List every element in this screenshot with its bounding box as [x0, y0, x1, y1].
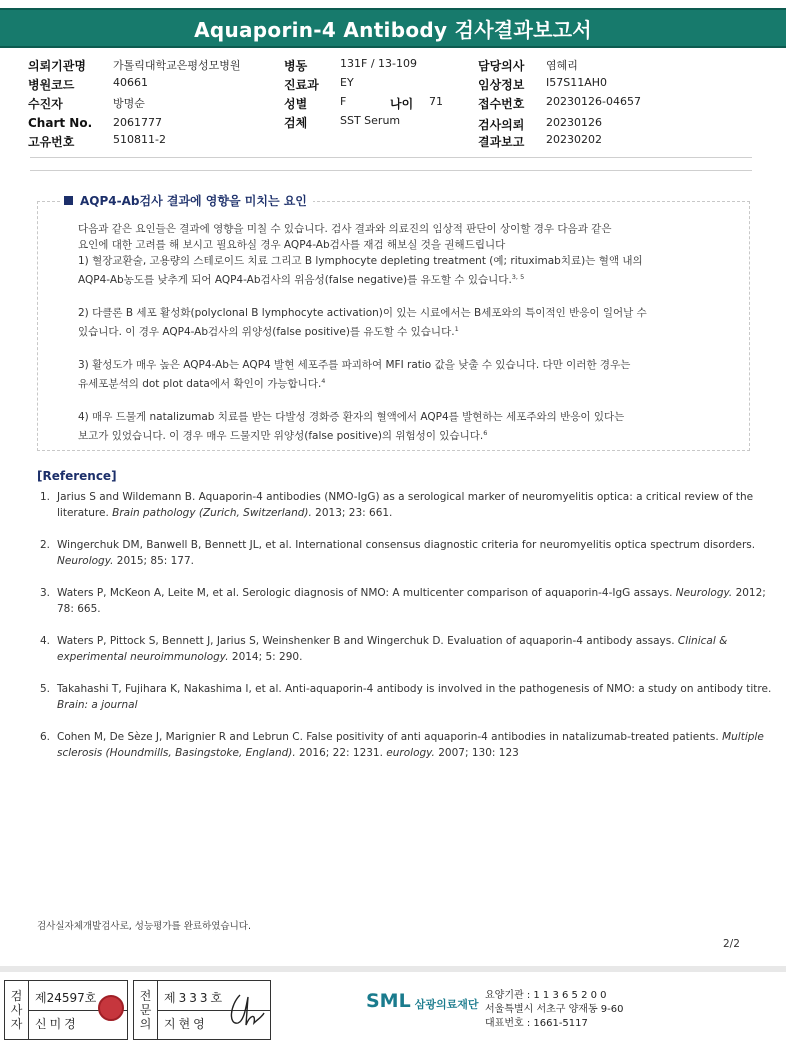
tester-name: 신미경	[35, 1017, 79, 1031]
footer-separator	[0, 966, 786, 972]
reference-item: 2. Wingerchuk DM, Banwell B, Bennett JL, et al. International consensus diagnostic criteria for neuromyelitis optica spectrum disorders. Neurology. 2015; 85: 177.	[40, 539, 756, 567]
divider	[30, 157, 752, 158]
references-list	[40, 489, 775, 777]
report-title-banner	[0, 8, 786, 48]
sex-label: 성별	[284, 97, 308, 111]
specimen-value: SST Serum	[340, 114, 401, 127]
factor-4-line: 보고가 있었습니다. 이 경우 매우 드물지만 위양성(false positive)의 위험성이 있습니다.$^6$	[78, 429, 488, 442]
specialist-label-char: 문	[139, 1003, 152, 1017]
red-seal-icon	[98, 995, 124, 1021]
chart-no-value: 2061777	[113, 116, 162, 129]
patient-value: 방명순	[113, 97, 145, 110]
dept-label: 진료과	[284, 78, 319, 92]
sml-logo-text: SML	[366, 990, 411, 1012]
signature-icon	[224, 985, 268, 1035]
reference-item: 4. Waters P, Pittock S, Bennett J, Jarius S, Weinshenker B and Wingerchuk D. Evaluation of aquaporin-4 antibody assays. Clinical & experimental neuroimmunology. 2014; 5: 290.	[40, 635, 728, 663]
report-date-label: 결과보고	[478, 135, 525, 149]
specialist-stamp-label	[134, 981, 158, 1039]
factor-3-line: 유세포분석의 dot plot data에서 확인이 가능합니다.$^4$	[78, 377, 326, 390]
chart-no-label: Chart No.	[28, 116, 93, 130]
validation-note: 검사실자체개발검사로, 성능평가를 완료하였습니다.	[37, 921, 251, 932]
request-date-value: 20230126	[546, 116, 602, 129]
citation-superscript: 4	[321, 377, 326, 385]
age-value: 71	[429, 95, 443, 108]
factor-2-line: 있습니다. 이 경우 AQP4-Ab검사의 위양성(false positive)를 유도할 수 있습니다.$^1$	[78, 325, 459, 338]
clinical-info-value: I57S11AH0	[546, 76, 608, 89]
reference-item: 3. Waters P, McKeon A, Leite M, et al. Serologic diagnosis of NMO: A multicenter comparison of aquaporin-4-IgG assays. Neurology. 2012; 78: 665.	[40, 587, 766, 615]
organization-address: 서울특별시 서초구 양재동 9-60	[485, 1004, 624, 1015]
receipt-no-label: 접수번호	[478, 97, 525, 111]
receipt-no-value: 20230126-04657	[546, 95, 641, 108]
tester-stamp-label	[5, 981, 29, 1039]
factors-intro-line: 다음과 같은 요인들은 결과에 영향을 미칠 수 있습니다. 검사 결과와 의료진의 임상적 판단이 상이할 경우 다음과 같은	[78, 223, 612, 235]
institution-value: 가톨릭대학교은평성모병원	[113, 59, 241, 72]
specialist-license-no: 제333호	[164, 991, 226, 1005]
unique-no-label: 고유번호	[28, 135, 75, 149]
reference-item: 6. Cohen M, De Sèze J, Marignier R and Lebrun C. False positivity of anti aquaporin-4 antibodies in natalizumab-treated patients. Multiple sclerosis (Houndmills, Basingstoke, England). 2016; 22: 1231. eurology. 2007; 130: 123	[40, 731, 764, 759]
report-date-value: 20230202	[546, 133, 602, 146]
clinical-info-label: 임상정보	[478, 78, 525, 92]
tester-label-char: 자	[10, 1017, 23, 1031]
specimen-label: 검체	[284, 116, 308, 130]
specialist-label-char: 전	[139, 989, 152, 1003]
doctor-value: 염혜리	[546, 59, 578, 72]
organization-phone: 대표번호 : 1661-5117	[485, 1018, 588, 1029]
page-number: 2/2	[723, 938, 740, 950]
care-institution-code: 요양기관 : 1 1 3 6 5 2 0 0	[485, 990, 607, 1001]
factors-intro-line: 요인에 대한 고려를 해 보시고 필요하실 경우 AQP4-Ab검사를 재검 해보실 것을 권해드립니다	[78, 239, 506, 251]
ward-label: 병동	[284, 59, 308, 73]
specialist-label-char: 의	[139, 1017, 152, 1031]
citation-superscript: 3, 5	[511, 273, 525, 281]
factor-3-line: 3) 활성도가 매우 높은 AQP4-Ab는 AQP4 발현 세포주를 파괴하여 MFI ratio 값을 낮출 수 있습니다. 다만 이러한 경우는	[78, 359, 631, 371]
hospital-code-label: 병원코드	[28, 78, 75, 92]
age-label: 나이	[390, 97, 414, 111]
citation-superscript: 1	[454, 325, 459, 333]
factors-heading-text: AQP4-Ab검사 결과에 영향을 미치는 요인	[80, 194, 307, 208]
citation-superscript: 6	[483, 429, 488, 437]
reference-item: 5. Takahashi T, Fujihara K, Nakashima I, et al. Anti-aquaporin-4 antibody is involved in the pathogenesis of NMO: a study on antibody titre. Brain: a journal	[40, 683, 772, 711]
ward-value: 131F / 13-109	[340, 57, 417, 70]
tester-label-char: 사	[10, 1003, 23, 1017]
references-heading: [Reference]	[37, 469, 117, 483]
organization-info	[485, 989, 624, 1031]
institution-label: 의뢰기관명	[28, 59, 86, 73]
hospital-code-value: 40661	[113, 76, 148, 89]
tester-label-char: 검	[10, 989, 23, 1003]
tester-license-no: 제24597호	[35, 991, 97, 1005]
divider	[30, 170, 752, 171]
doctor-label: 담당의사	[478, 59, 525, 73]
organization-name: 삼광의료재단	[414, 998, 479, 1011]
patient-label: 수진자	[28, 97, 63, 111]
sex-value: F	[340, 95, 347, 108]
specialist-name: 지현영	[164, 1017, 208, 1031]
patient-info-block	[0, 55, 786, 155]
unique-no-value: 510811-2	[113, 133, 166, 146]
square-bullet-icon	[64, 196, 73, 205]
factor-2-line: 2) 다클론 B 세포 활성화(polyclonal B lymphocyte activation)이 있는 시료에서는 B세포와의 특이적인 반응이 일어날 수	[78, 307, 647, 319]
factor-1-line: 1) 혈장교환술, 고용량의 스테로이드 치료 그리고 B lymphocyte depleting treatment (예; rituximab치료)는 혈액 내의	[78, 255, 643, 267]
report-title: Aquaporin-4 Antibody 검사결과보고서	[194, 17, 592, 42]
factors-body	[78, 221, 728, 444]
factor-4-line: 4) 매우 드물게 natalizumab 치료를 받는 다발성 경화증 환자의 혈액에서 AQP4를 발현하는 세포주와의 반응이 있다는	[78, 411, 625, 423]
factor-1-line: AQP4-Ab농도를 낮추게 되어 AQP4-Ab검사의 위음성(false negative)를 유도할 수 있습니다.$^{3, 5}$	[78, 273, 525, 286]
request-date-label: 검사의뢰	[478, 118, 525, 132]
organization-logo	[366, 990, 478, 1012]
reference-item: 1. Jarius S and Wildemann B. Aquaporin-4 antibodies (NMO-IgG) as a serological marker of neuromyelitis optica: a critical review of the literature. Brain pathology (Zurich, Switzerland). 2013; 23: 661.	[40, 491, 754, 519]
factors-heading	[60, 192, 313, 209]
dept-value: EY	[340, 76, 354, 89]
